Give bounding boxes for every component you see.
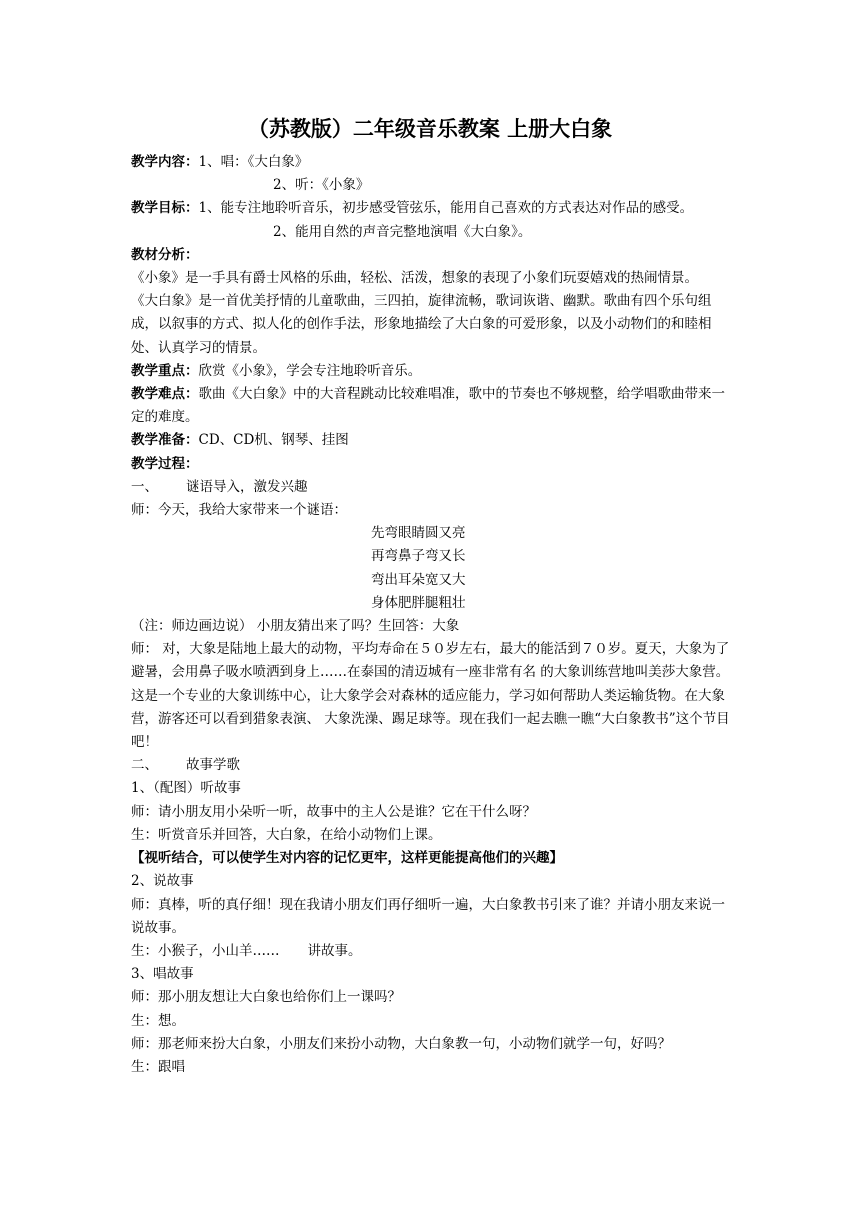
student-line: 生：小猴子，小山羊…… 讲故事。 [131,942,362,959]
label-material-analysis: 教材分析： [131,246,199,263]
note-line: （注：师边画边说） 小朋友猜出来了吗？生回答：大象 [131,618,460,635]
label-difficulty: 教学难点： [131,386,199,403]
step-listen-story: 1、（配图）听故事 [131,780,241,797]
bracket-note: 【视听结合，可以使学生对内容的记忆更牢，这样更能提高他们的兴趣】 [131,850,563,867]
step-sing-story: 3、唱故事 [131,966,194,983]
teacher-elephant-paragraph: 师： 对，大象是陆地上最大的动物，平均寿命在５０岁左右，最大的能活到７０岁。夏天，大象为了避暑，会用鼻子吸水喷洒到身上……在泰国的清迈城有一座非常有名 的大象训练营地叫美莎大象营。这是一个专业的大象训练中心，让大象学会对森林的适应能力，学习如何帮助人类运输货物。在大象营，游客还可以看到猎象表演、 大象洗澡、踢足球等。现在我们一起去瞧一瞧“大白象教书”这个节目吧！ [131,641,730,751]
section-1-heading: 一、 谜语导入，激发兴趣 [131,478,308,495]
analysis-dabaixiang: 《大白象》是一首优美抒情的儿童歌曲，三四拍，旋律流畅，歌词诙谐、幽默。歌曲有四个乐句组成，以叙事的方式、拟人化的创作手法，形象地描绘了大白象的可爱形象，以及小动物们的和睦相处、认真学习的情景。 [131,293,712,356]
step-tell-story: 2、说故事 [131,873,194,890]
teacher-line: 师：请小朋友用小朵听一听，故事中的主人公是谁？它在干什么呀？ [131,803,536,820]
label-key-point: 教学重点： [131,362,199,379]
teaching-goal-2: 2、能用自然的声音完整地演唱《大白象》。 [273,223,532,240]
teacher-line-riddle: 师：今天，我给大家带来一个谜语： [131,502,347,519]
teacher-line: 师：那老师来扮大白象，小朋友们来扮小动物，大白象教一句，小动物们就学一句，好吗？ [131,1035,671,1052]
student-line: 生：想。 [131,1012,185,1029]
teacher-line: 师：那小朋友想让大白象也给你们上一课吗？ [131,989,401,1006]
document-body [131,151,731,1079]
riddle-line: 先弯眼睛圆又亮 [371,525,466,542]
teaching-difficulty: 教学难点：歌曲《大白象》中的大音程跳动比较难唱准，歌中的节奏也不够规整，给学唱歌曲带来一定的难度。 [131,386,725,426]
label-teaching-content: 教学内容： [131,154,199,170]
teacher-line: 师：真棒，听的真仔细！现在我请小朋友们再仔细听一遍，大白象教书引来了谁？并请小朋友来说一说故事。 [131,896,725,936]
teaching-content-2: 2、听：《小象》 [273,177,370,194]
label-teaching-process: 教学过程： [131,455,199,472]
teaching-goal: 教学目标：1、能专注地聆听音乐，初步感受管弦乐，能用自己喜欢的方式表达对作品的感受。 [131,200,694,217]
section-2-heading: 二、 故事学歌 [131,757,240,774]
student-line: 生：听赏音乐并回答，大白象，在给小动物们上课。 [131,826,442,843]
riddle-line: 身体肥胖腿粗壮 [371,594,466,611]
teaching-key-point: 教学重点：欣赏《小象》，学会专注地聆听音乐。 [131,362,422,379]
label-teaching-goal: 教学目标： [131,200,199,217]
teaching-content: 教学内容：1、唱：《大白象》 [131,154,309,170]
label-preparation: 教学准备： [131,432,199,449]
riddle-line: 弯出耳朵宽又大 [371,571,466,588]
teaching-preparation: 教学准备：CD、CD机、钢琴、挂图 [131,432,349,449]
document-title: （苏教版）二年级音乐教案 上册大白象 [247,117,613,141]
analysis-xiaoxiang: 《小象》是一手具有爵士风格的乐曲，轻松、活泼，想象的表现了小象们玩耍嬉戏的热闹情景。 [131,270,698,287]
riddle-line: 再弯鼻子弯又长 [371,548,466,565]
student-line: 生：跟唱 [131,1058,185,1075]
